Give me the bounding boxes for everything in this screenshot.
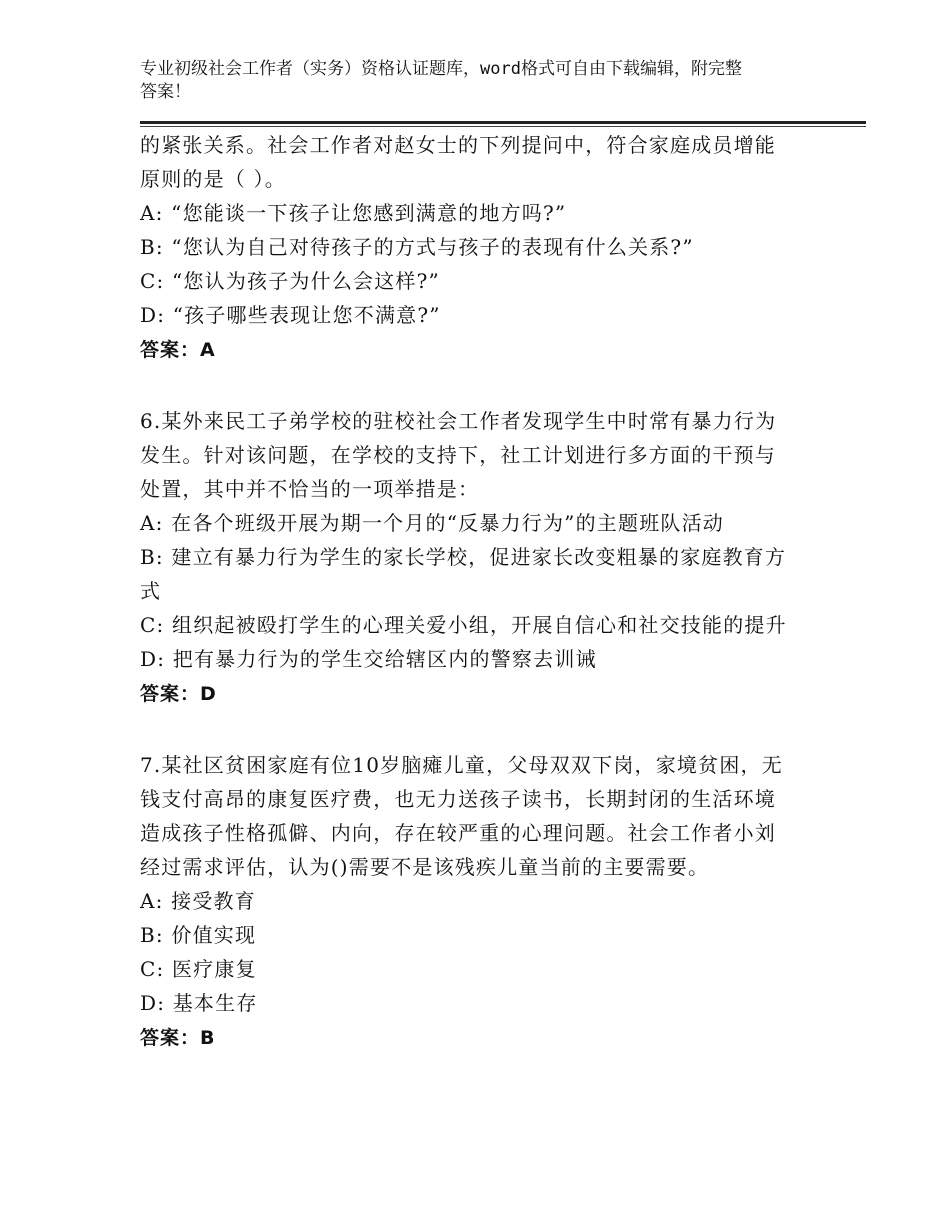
question-6-answer: 答案：D [140,683,217,705]
question-7-stem-line-4: 经过需求评估，认为()需要不是该残疾儿童当前的主要需要。 [140,855,710,879]
question-5-answer: 答案：A [140,339,216,361]
question-6-option-b-continued: 式 [140,579,162,603]
question-content [140,128,820,1056]
question-7-stem-line-1: 7.某社区贫困家庭有位10岁脑瘫儿童，父母双双下岗，家境贫困，无 [140,753,783,777]
question-7-stem-line-3: 造成孩子性格孤僻、内向，存在较严重的心理问题。社会工作者小刘 [140,821,776,845]
question-5-stem-line-1: 的紧张关系。社会工作者对赵女士的下列提问中，符合家庭成员增能 [140,133,776,157]
header-divider-thick [140,121,866,124]
header-divider-thin [140,126,866,127]
question-7-option-d: D: 基本生存 [140,991,258,1015]
question-7-answer: 答案：B [140,1027,216,1049]
header-line-2: 答案！ [140,82,191,102]
question-6-option-b: B: 建立有暴力行为学生的家长学校，促进家长改变粗暴的家庭教育方 [140,545,787,569]
spacer [140,368,820,404]
question-5-option-c: C: “您认为孩子为什么会这样?” [140,269,440,293]
question-7-option-b: B: 价值实现 [140,923,257,947]
question-6-option-c: C: 组织起被殴打学生的心理关爱小组，开展自信心和社交技能的提升 [140,613,787,637]
question-7-stem-line-2: 钱支付高昂的康复医疗费，也无力送孩子读书，长期封闭的生活环境 [140,787,776,811]
question-6-stem-line-1: 6.某外来民工子弟学校的驻校社会工作者发现学生中时常有暴力行为 [140,409,777,433]
question-5-option-a: A: “您能谈一下孩子让您感到满意的地方吗?” [140,201,567,225]
question-7 [140,748,820,1056]
header-line-1: 专业初级社会工作者（实务）资格认证题库，word格式可自由下载编辑，附完整 [140,59,742,79]
page-header [140,58,820,104]
question-7-option-a: A: 接受教育 [140,889,256,913]
question-5-option-d: D: “孩子哪些表现让您不满意?” [140,303,441,327]
question-6-stem-line-2: 发生。针对该问题，在学校的支持下，社工计划进行多方面的干预与 [140,443,776,467]
question-6-option-a: A: 在各个班级开展为期一个月的“反暴力行为”的主题班队活动 [140,511,724,535]
spacer [140,712,820,748]
question-6-option-d: D: 把有暴力行为的学生交给辖区内的警察去训诫 [140,647,597,671]
question-5 [140,128,820,368]
question-6-stem-line-3: 处置，其中并不恰当的一项举措是： [140,477,480,501]
question-6 [140,404,820,712]
question-5-stem-line-2: 原则的是（ ）。 [140,167,286,191]
question-7-option-c: C: 医疗康复 [140,957,257,981]
question-5-option-b: B: “您认为自己对待孩子的方式与孩子的表现有什么关系?” [140,235,694,259]
